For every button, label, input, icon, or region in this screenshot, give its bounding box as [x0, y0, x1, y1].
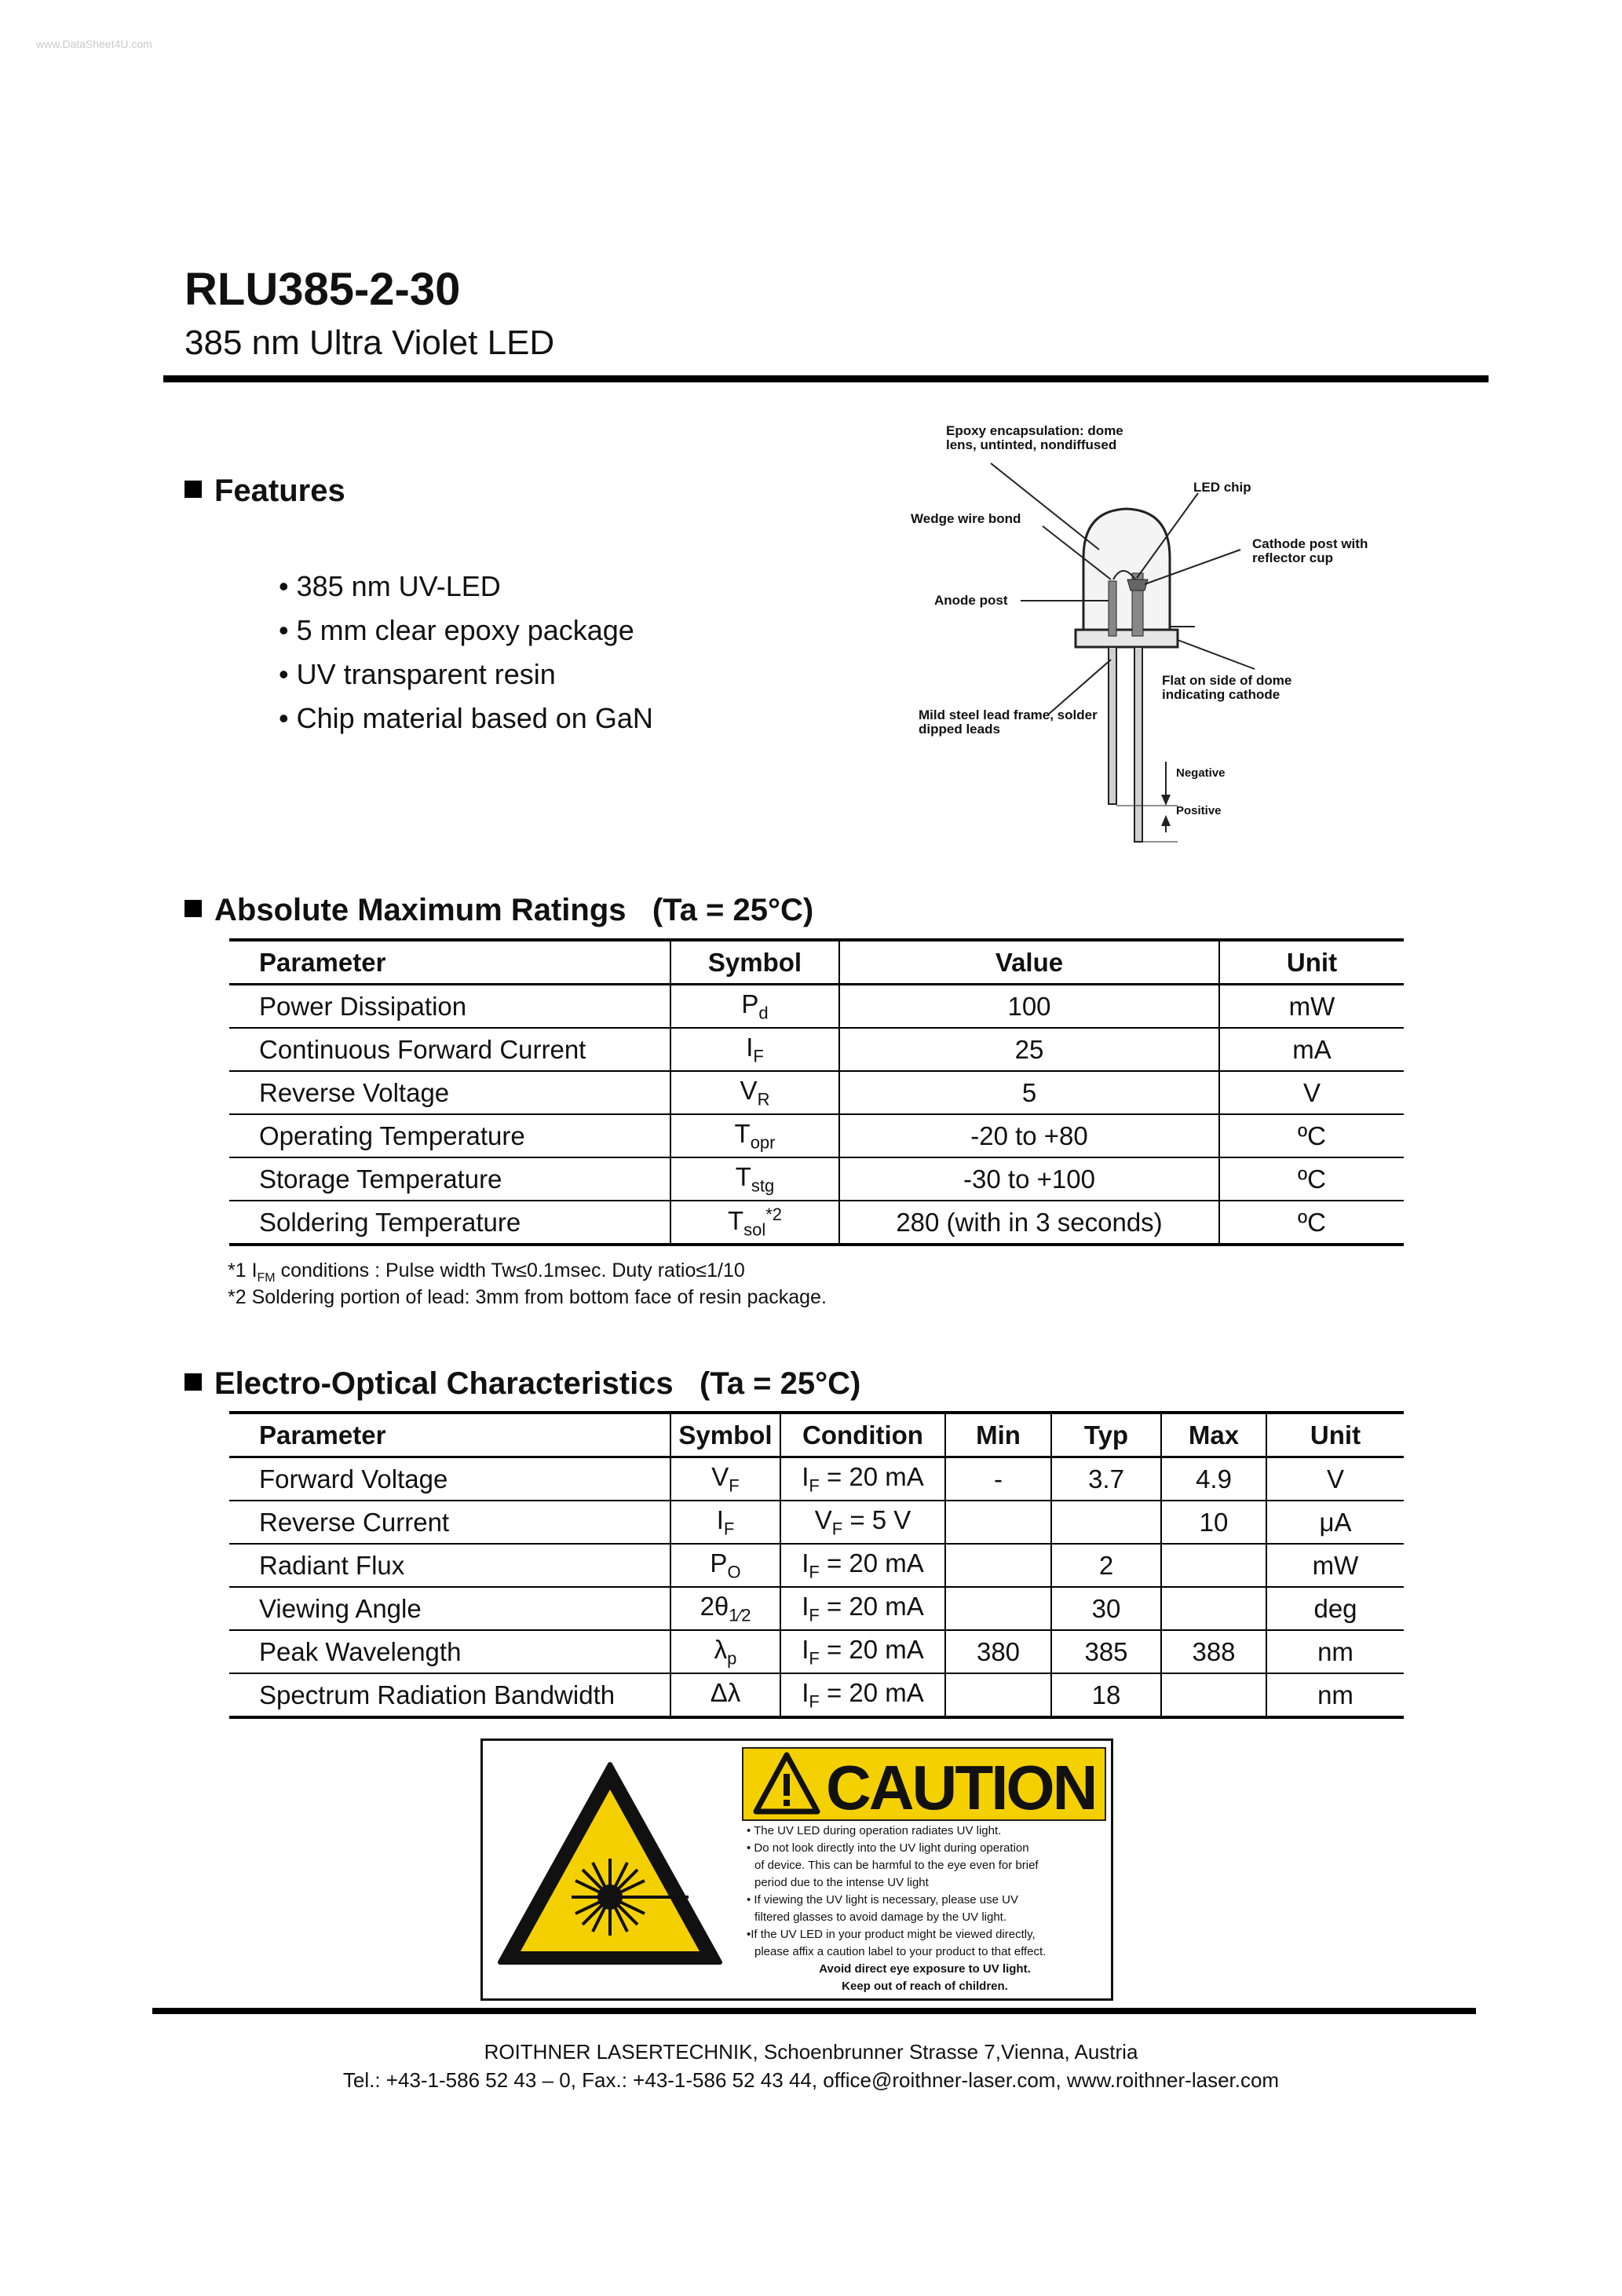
- cell-symbol: Δλ: [670, 1673, 780, 1717]
- cell-unit: mA: [1219, 1028, 1404, 1071]
- table-row: [229, 1114, 1404, 1157]
- cell-condition: $I_F = 20$ mA: [780, 1587, 945, 1630]
- label-negative: Negative: [1176, 766, 1226, 780]
- cell-min: -: [945, 1457, 1051, 1501]
- page-title: RLU385-2-30: [184, 264, 461, 315]
- table-row: [229, 1157, 1404, 1201]
- caution-line: filtered glasses to avoid damage by the UV light.: [754, 1910, 1007, 1924]
- label-epoxy: Epoxy encapsulation: dome lens, untinted, nondiffused: [946, 423, 1123, 452]
- cell-parameter: Viewing Angle: [229, 1587, 670, 1630]
- table-row: [229, 985, 1404, 1029]
- cell-condition: $I_F = 20$ mA: [780, 1673, 945, 1717]
- cell-max: [1161, 1673, 1266, 1717]
- cell-typ: 18: [1051, 1673, 1161, 1717]
- cell-value: -20 to +80: [839, 1114, 1219, 1157]
- cell-min: [945, 1587, 1051, 1630]
- column-header: Parameter: [229, 1413, 670, 1457]
- cell-parameter: Soldering Temperature: [229, 1201, 670, 1245]
- column-header: Parameter: [229, 940, 670, 985]
- caution-line: period due to the intense UV light: [754, 1876, 929, 1889]
- cell-unit: nm: [1266, 1630, 1404, 1673]
- table-row: [229, 1587, 1404, 1630]
- caution-line: •If the UV LED in your product might be viewed directly,: [747, 1928, 1036, 1941]
- cell-typ: 2: [1051, 1544, 1161, 1587]
- cell-parameter: Storage Temperature: [229, 1157, 670, 1201]
- footnote-2: *2 Soldering portion of lead: 3mm from bottom face of resin package.: [228, 1286, 827, 1308]
- cell-symbol: $V_R$: [670, 1071, 839, 1114]
- cell-parameter: Radiant Flux: [229, 1544, 670, 1587]
- cell-symbol: $T_{stg}$: [670, 1157, 839, 1201]
- cell-condition: $I_F = 20$ mA: [780, 1457, 945, 1501]
- amr-heading: Absolute Maximum Ratings (Ta = 25°C): [184, 893, 813, 928]
- caution-line: of device. This can be harmful to the eye even for brief: [754, 1859, 1039, 1872]
- amr-table: [229, 938, 1404, 1246]
- footer-contact: Tel.: +43-1-586 52 43 – 0, Fax.: +43-1-586 52 43 44, office@roithner-laser.com, www.roithner-laser.com: [342, 2068, 1280, 2092]
- laser-hazard-icon: [491, 1749, 730, 1988]
- column-header: Value: [839, 940, 1219, 985]
- label-cathode-post: Cathode post with reflector cup: [1252, 536, 1368, 565]
- footnote-1: *1 $I_{FM}$ conditions : Pulse width Tw≤0.1msec. Duty ratio≤1/10: [228, 1260, 745, 1285]
- square-bullet-icon: [184, 481, 202, 498]
- table-row: [229, 1544, 1404, 1587]
- caution-line: • If viewing the UV light is necessary, please use UV: [747, 1893, 1018, 1907]
- column-header: Unit: [1266, 1413, 1404, 1457]
- cell-parameter: Spectrum Radiation Bandwidth: [229, 1673, 670, 1717]
- table-header-row: [229, 940, 1404, 985]
- caution-text: [747, 1823, 1103, 1995]
- cell-min: 380: [945, 1630, 1051, 1673]
- cell-max: [1161, 1544, 1266, 1587]
- label-wedge-wire-bond: Wedge wire bond: [911, 511, 1021, 526]
- footer-address: ROITHNER LASERTECHNIK, Schoenbrunner Strasse 7,Vienna, Austria: [484, 2040, 1138, 2064]
- cell-unit: mW: [1219, 985, 1404, 1029]
- column-header: Condition: [780, 1413, 945, 1457]
- cell-symbol: $T_{opr}$: [670, 1114, 839, 1157]
- cell-unit: ºC: [1219, 1201, 1404, 1245]
- cell-typ: 3.7: [1051, 1457, 1161, 1501]
- caution-banner: [742, 1747, 1106, 1821]
- column-header: Symbol: [670, 940, 839, 985]
- cell-symbol: $V_F$: [670, 1457, 780, 1501]
- caution-emphasis: Avoid direct eye exposure to UV light.: [819, 1962, 1031, 1976]
- cell-symbol: $P_O$: [670, 1544, 780, 1587]
- cell-unit: V: [1219, 1071, 1404, 1114]
- cell-parameter: Operating Temperature: [229, 1114, 670, 1157]
- cell-max: 388: [1161, 1630, 1266, 1673]
- cell-min: [945, 1673, 1051, 1717]
- column-header: Typ: [1051, 1413, 1161, 1457]
- led-diagram: [903, 424, 1421, 864]
- cell-parameter: Reverse Current: [229, 1501, 670, 1544]
- cell-symbol: $2\theta_{1⁄2}$: [670, 1587, 780, 1630]
- cell-condition: $V_F = 5$ V: [780, 1501, 945, 1544]
- label-anode-post: Anode post: [934, 593, 1008, 608]
- cell-parameter: Continuous Forward Current: [229, 1028, 670, 1071]
- square-bullet-icon: [184, 1373, 202, 1391]
- label-positive: Positive: [1176, 804, 1222, 817]
- table-header-row: [229, 1413, 1404, 1457]
- cell-condition: $I_F = 20$ mA: [780, 1630, 945, 1673]
- feature-item: • 5 mm clear epoxy package: [279, 614, 634, 646]
- cell-value: 100: [839, 985, 1219, 1029]
- cell-typ: 30: [1051, 1587, 1161, 1630]
- led-drawing-icon: [903, 424, 1421, 864]
- cell-typ: 385: [1051, 1630, 1161, 1673]
- caution-line: please affix a caution label to your product to that effect.: [754, 1945, 1047, 1958]
- page-subtitle: 385 nm Ultra Violet LED: [184, 324, 555, 362]
- cell-parameter: Reverse Voltage: [229, 1071, 670, 1114]
- table-row: [229, 1028, 1404, 1071]
- label-led-chip: LED chip: [1193, 480, 1251, 495]
- table-row: [229, 1673, 1404, 1717]
- label-lead-frame: Mild steel lead frame, solder dipped leads: [919, 707, 1098, 737]
- cell-symbol: $P_d$: [670, 985, 839, 1029]
- table-row: [229, 1457, 1404, 1501]
- header-divider: [163, 375, 1489, 382]
- laser-warning-sign: [491, 1749, 730, 1988]
- column-header: Min: [945, 1413, 1051, 1457]
- feature-item: • 385 nm UV-LED: [279, 570, 501, 602]
- label-flat-side: Flat on side of dome indicating cathode: [1162, 673, 1292, 702]
- cell-typ: [1051, 1501, 1161, 1544]
- column-header: Symbol: [670, 1413, 780, 1457]
- warning-triangle-icon: [751, 1750, 822, 1818]
- square-bullet-icon: [184, 900, 202, 917]
- cell-unit: mW: [1266, 1544, 1404, 1587]
- caution-line: • The UV LED during operation radiates UV light.: [747, 1824, 1002, 1837]
- table-row: [229, 1201, 1404, 1245]
- cell-value: 5: [839, 1071, 1219, 1114]
- feature-item: • UV transparent resin: [279, 658, 556, 690]
- cell-symbol: $\lambda_p$: [670, 1630, 780, 1673]
- cell-unit: V: [1266, 1457, 1404, 1501]
- footer-divider: [152, 2008, 1476, 2014]
- cell-condition: $I_F = 20$ mA: [780, 1544, 945, 1587]
- column-header: Unit: [1219, 940, 1404, 985]
- cell-min: [945, 1544, 1051, 1587]
- column-header: Max: [1161, 1413, 1266, 1457]
- cell-unit: deg: [1266, 1587, 1404, 1630]
- cell-parameter: Power Dissipation: [229, 985, 670, 1029]
- cell-value: -30 to +100: [839, 1157, 1219, 1201]
- cell-unit: ºC: [1219, 1157, 1404, 1201]
- features-heading: Features: [184, 473, 345, 509]
- cell-value: 25: [839, 1028, 1219, 1071]
- cell-max: 4.9: [1161, 1457, 1266, 1501]
- cell-symbol: $T_{sol}^{*2}$: [670, 1201, 839, 1245]
- caution-line: • Do not look directly into the UV light during operation: [747, 1841, 1029, 1855]
- cell-max: 10: [1161, 1501, 1266, 1544]
- table-row: [229, 1501, 1404, 1544]
- caution-emphasis: Keep out of reach of children.: [842, 1980, 1008, 1993]
- caution-title: CAUTION: [826, 1753, 1096, 1823]
- cell-symbol: $I_F$: [670, 1028, 839, 1071]
- cell-unit: μA: [1266, 1501, 1404, 1544]
- cell-symbol: $I_F$: [670, 1501, 780, 1544]
- eoc-table: [229, 1411, 1404, 1719]
- cell-unit: nm: [1266, 1673, 1404, 1717]
- cell-parameter: Peak Wavelength: [229, 1630, 670, 1673]
- table-row: [229, 1630, 1404, 1673]
- watermark: www.DataSheet4U.com: [36, 38, 152, 50]
- cell-min: [945, 1501, 1051, 1544]
- cell-unit: ºC: [1219, 1114, 1404, 1157]
- eoc-heading: Electro-Optical Characteristics (Ta = 25°C): [184, 1366, 860, 1402]
- table-row: [229, 1071, 1404, 1114]
- cell-value: 280 (with in 3 seconds): [839, 1201, 1219, 1245]
- cell-max: [1161, 1587, 1266, 1630]
- caution-label: [480, 1738, 1113, 2001]
- feature-item: • Chip material based on GaN: [279, 702, 653, 734]
- cell-parameter: Forward Voltage: [229, 1457, 670, 1501]
